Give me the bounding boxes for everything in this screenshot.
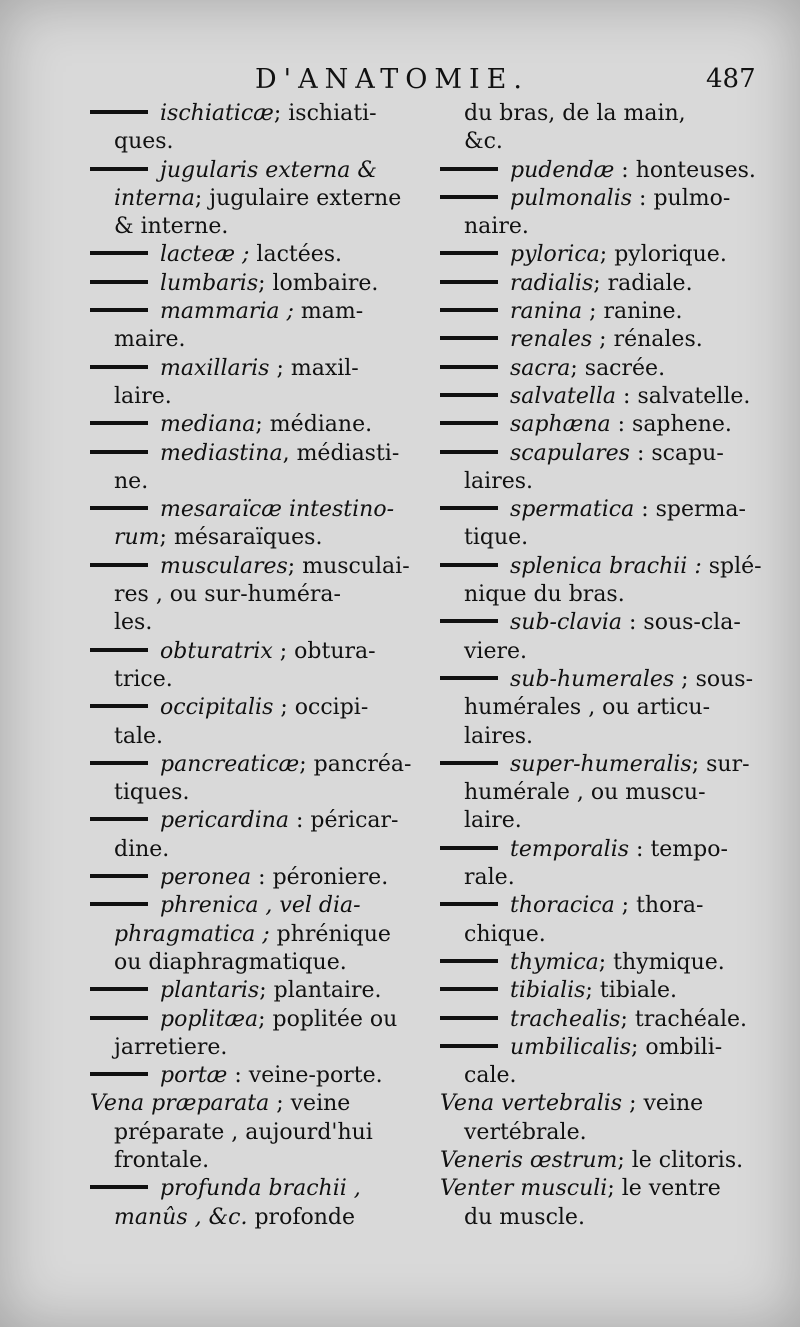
entry-line — [90, 638, 440, 666]
entry-line — [440, 496, 790, 524]
entry-line — [440, 581, 790, 609]
french-text: jarretiere. — [114, 1034, 228, 1060]
entry-line — [440, 411, 790, 439]
ditto-dash — [440, 761, 498, 765]
latin-term: Venter musculi — [440, 1176, 608, 1202]
ditto-dash — [440, 959, 498, 963]
french-text: : sperma- — [634, 497, 746, 523]
entry-line — [440, 836, 790, 864]
ditto-dash — [440, 251, 498, 255]
ditto-dash — [90, 874, 148, 878]
latin-term: peronea — [160, 865, 252, 891]
ditto-dash — [90, 563, 148, 567]
latin-term: sub-humerales — [510, 666, 675, 692]
french-text: res , ou sur-huméra- — [114, 582, 341, 608]
french-text: ; occipi- — [273, 695, 369, 721]
page-header — [0, 62, 800, 102]
french-text: ; tibiale. — [585, 978, 678, 1004]
page-number: 487 — [706, 64, 756, 94]
french-text: ; mésaraïques. — [159, 525, 323, 551]
french-text: vertébrale. — [464, 1119, 587, 1145]
latin-term: Vena vertebralis — [440, 1091, 623, 1117]
entry-line — [440, 694, 790, 722]
entry-line — [90, 807, 440, 835]
entry-line — [440, 723, 790, 751]
entry-line — [440, 553, 790, 581]
french-text: tique. — [464, 525, 529, 551]
french-text: ; pylorique. — [599, 242, 727, 268]
latin-term: poplitæa — [160, 1006, 259, 1032]
latin-term: musculares — [160, 553, 288, 579]
entry-line — [440, 355, 790, 383]
entry-line — [90, 524, 440, 552]
french-text: trice. — [114, 666, 173, 692]
ditto-dash — [90, 817, 148, 821]
french-text: ; radiale. — [593, 270, 693, 296]
entry-line — [90, 751, 440, 779]
ditto-dash — [440, 987, 498, 991]
entry-line — [440, 157, 790, 185]
french-text: laire. — [114, 383, 172, 409]
entry-line — [90, 1006, 440, 1034]
french-text: phrénique — [269, 921, 391, 947]
latin-term: Veneris œstrum — [440, 1147, 618, 1173]
ditto-dash — [440, 846, 498, 850]
latin-term: sacra — [510, 355, 571, 381]
latin-term: interna — [114, 185, 195, 211]
entry-line — [440, 213, 790, 241]
latin-term: mediastina — [160, 440, 283, 466]
entry-line — [90, 1204, 440, 1232]
latin-term: scapulares — [510, 440, 630, 466]
french-text: maire. — [114, 327, 186, 353]
latin-term: mediana — [160, 412, 256, 438]
entry-line — [440, 892, 790, 920]
french-text: viere. — [464, 638, 528, 664]
entry-line — [440, 921, 790, 949]
french-text: humérale , ou muscu- — [464, 780, 706, 806]
entry-line — [440, 524, 790, 552]
entry-line — [90, 694, 440, 722]
french-text: ; sacrée. — [570, 355, 666, 381]
french-text: : salvatelle. — [616, 383, 751, 409]
entry-line — [440, 609, 790, 637]
entry-line — [90, 864, 440, 892]
french-text: ; sur- — [691, 751, 750, 777]
entry-line — [90, 213, 440, 241]
entry-line — [440, 864, 790, 892]
entry-line — [440, 468, 790, 496]
ditto-dash — [90, 421, 148, 425]
french-text: : sous-cla- — [622, 610, 741, 636]
french-text: &c. — [464, 129, 503, 155]
french-text: les. — [114, 610, 153, 636]
entry-line — [440, 751, 790, 779]
entry-line — [90, 723, 440, 751]
french-text: ; obtura- — [272, 638, 376, 664]
entry-line — [440, 440, 790, 468]
french-text: : pulmo- — [632, 185, 731, 211]
french-text: tale. — [114, 723, 164, 749]
ditto-dash — [90, 167, 148, 171]
entry-line — [90, 326, 440, 354]
latin-term: pancreaticæ — [160, 751, 300, 777]
french-text: , médiasti- — [282, 440, 400, 466]
entry-line — [90, 241, 440, 269]
french-text: ; musculai- — [287, 553, 410, 579]
french-text: ; médiane. — [255, 412, 373, 438]
entry-line — [440, 977, 790, 1005]
entry-line — [440, 326, 790, 354]
latin-term: rum — [114, 525, 160, 551]
latin-term: phrenica , vel dia- — [160, 893, 361, 919]
entry-line — [440, 779, 790, 807]
running-title: D'ANATOMIE. — [255, 64, 529, 95]
entry-line — [90, 270, 440, 298]
entry-line — [440, 1034, 790, 1062]
latin-term: occipitalis — [160, 695, 274, 721]
ditto-dash — [440, 1016, 498, 1020]
french-text: naire. — [464, 214, 529, 240]
entry-line — [90, 1147, 440, 1175]
ditto-dash — [90, 110, 148, 114]
french-text: cale. — [464, 1063, 517, 1089]
ditto-dash — [440, 1044, 498, 1048]
entry-line — [440, 1147, 790, 1175]
entry-line — [90, 1090, 440, 1118]
latin-term: pudendæ — [510, 157, 615, 183]
entry-line — [440, 807, 790, 835]
french-text: ; ischiati- — [273, 101, 377, 126]
latin-term: splenica brachii : — [510, 553, 702, 579]
french-text: : tempo- — [629, 836, 728, 862]
entry-line — [440, 100, 790, 128]
entry-line — [90, 411, 440, 439]
ditto-dash — [90, 761, 148, 765]
ditto-dash — [440, 506, 498, 510]
entry-line — [90, 666, 440, 694]
latin-term: mesaraïcæ intestino- — [160, 497, 395, 523]
latin-term: manûs , &c. — [114, 1204, 248, 1230]
latin-term: maxillaris — [160, 355, 270, 381]
left-column — [90, 100, 440, 1232]
french-text: ; poplitée ou — [258, 1006, 398, 1032]
latin-term: plantaris — [160, 978, 260, 1004]
entry-line — [90, 1175, 440, 1203]
french-text: dine. — [114, 836, 170, 862]
ditto-dash — [90, 506, 148, 510]
ditto-dash — [90, 704, 148, 708]
french-text: du muscle. — [464, 1204, 585, 1230]
entry-line — [90, 468, 440, 496]
french-text: : péricar- — [289, 808, 399, 834]
entry-line — [90, 977, 440, 1005]
entry-line — [440, 1204, 790, 1232]
french-text: frontale. — [114, 1147, 210, 1173]
ditto-dash — [90, 1185, 148, 1189]
french-text: ; thora- — [614, 893, 704, 919]
entry-line — [90, 1119, 440, 1147]
latin-term: jugularis externa & — [160, 157, 377, 183]
ditto-dash — [90, 365, 148, 369]
entry-line — [90, 185, 440, 213]
latin-term: spermatica — [510, 497, 635, 523]
french-text: ; ranine. — [582, 299, 683, 325]
latin-term: Vena præparata — [90, 1091, 270, 1117]
latin-term: super-humeralis — [510, 751, 692, 777]
french-text: : veine-porte. — [227, 1063, 383, 1089]
ditto-dash — [90, 280, 148, 284]
entry-line — [440, 185, 790, 213]
french-text: ; veine — [622, 1091, 704, 1117]
entry-line — [90, 157, 440, 185]
french-text: splé- — [701, 553, 762, 579]
entry-line — [90, 128, 440, 156]
entry-line — [90, 440, 440, 468]
latin-term: lumbaris — [160, 270, 259, 296]
french-text: : péroniere. — [251, 865, 389, 891]
french-text: ; trachéale. — [620, 1006, 748, 1032]
french-text: ; sous- — [674, 666, 754, 692]
entry-line — [90, 836, 440, 864]
entry-line — [90, 1062, 440, 1090]
latin-term: radialis — [510, 270, 594, 296]
french-text: : honteuses. — [614, 157, 756, 183]
french-text: ; rénales. — [592, 327, 703, 353]
entry-line — [90, 892, 440, 920]
ditto-dash — [90, 648, 148, 652]
french-text: ; lombaire. — [258, 270, 379, 296]
ditto-dash — [90, 902, 148, 906]
latin-term: thoracica — [510, 893, 615, 919]
entry-line — [440, 383, 790, 411]
french-text: rale. — [464, 865, 515, 891]
entry-line — [440, 1119, 790, 1147]
entry-line — [90, 921, 440, 949]
french-text: : saphene. — [610, 412, 732, 438]
latin-term: tibialis — [510, 978, 586, 1004]
ditto-dash — [440, 195, 498, 199]
french-text: ; veine — [269, 1091, 351, 1117]
ditto-dash — [90, 251, 148, 255]
french-text: laires. — [464, 723, 534, 749]
latin-term: pylorica — [510, 242, 600, 268]
latin-term: ranina — [510, 299, 583, 325]
latin-term: temporalis — [510, 836, 630, 862]
latin-term: ischiaticæ — [160, 101, 274, 126]
entry-line — [440, 949, 790, 977]
entry-line — [90, 298, 440, 326]
latin-term: obturatrix — [160, 638, 273, 664]
french-text: tiques. — [114, 780, 190, 806]
french-text: lactées. — [249, 242, 343, 268]
ditto-dash — [440, 393, 498, 397]
latin-term: thymica — [510, 949, 599, 975]
french-text: & interne. — [114, 214, 229, 240]
entry-line — [440, 666, 790, 694]
entry-line — [440, 270, 790, 298]
entry-line — [90, 949, 440, 977]
latin-term: umbilicalis — [510, 1034, 632, 1060]
ditto-dash — [440, 308, 498, 312]
latin-term: pulmonalis — [510, 185, 633, 211]
entry-line — [90, 779, 440, 807]
ditto-dash — [90, 987, 148, 991]
entry-line — [440, 241, 790, 269]
ditto-dash — [90, 1016, 148, 1020]
right-column — [440, 100, 790, 1232]
entry-line — [90, 1034, 440, 1062]
latin-term: mammaria ; — [160, 299, 294, 325]
french-text: ; le ventre — [607, 1176, 721, 1202]
french-text: mam- — [293, 299, 364, 325]
ditto-dash — [90, 1072, 148, 1076]
entry-line — [440, 298, 790, 326]
ditto-dash — [90, 308, 148, 312]
french-text: ; plantaire. — [259, 978, 382, 1004]
entry-line — [440, 1062, 790, 1090]
ditto-dash — [440, 421, 498, 425]
french-text: chique. — [464, 921, 546, 947]
entry-line — [440, 128, 790, 156]
ditto-dash — [440, 450, 498, 454]
entry-line — [90, 355, 440, 383]
latin-term: sub-clavia — [510, 610, 623, 636]
entry-line — [440, 638, 790, 666]
ditto-dash — [440, 676, 498, 680]
latin-term: trachealis — [510, 1006, 621, 1032]
french-text: ques. — [114, 129, 174, 155]
ditto-dash — [440, 365, 498, 369]
latin-term: pericardina — [160, 808, 290, 834]
french-text: préparate , aujourd'hui — [114, 1119, 373, 1145]
entry-line — [90, 553, 440, 581]
french-text: nique du bras. — [464, 582, 625, 608]
entry-line — [90, 100, 440, 128]
ditto-dash — [440, 563, 498, 567]
entry-line — [90, 496, 440, 524]
ditto-dash — [440, 280, 498, 284]
french-text: ne. — [114, 468, 149, 494]
ditto-dash — [90, 450, 148, 454]
ditto-dash — [440, 902, 498, 906]
french-text: ; ombili- — [631, 1034, 723, 1060]
french-text: laire. — [464, 808, 522, 834]
french-text: du bras, de la main, — [464, 101, 686, 126]
french-text: humérales , ou articu- — [464, 695, 711, 721]
latin-term: phragmatica ; — [114, 921, 270, 947]
latin-term: salvatella — [510, 383, 617, 409]
ditto-dash — [440, 619, 498, 623]
latin-term: saphæna — [510, 412, 611, 438]
entry-line — [440, 1175, 790, 1203]
latin-term: portæ — [160, 1063, 228, 1089]
entry-line — [90, 383, 440, 411]
entry-line — [90, 581, 440, 609]
latin-term: renales — [510, 327, 593, 353]
latin-term: profunda brachii , — [160, 1176, 361, 1202]
french-text: ; pancréa- — [299, 751, 412, 777]
entry-line — [440, 1006, 790, 1034]
french-text: ; jugulaire externe — [194, 185, 402, 211]
entry-line — [440, 1090, 790, 1118]
french-text: ; le clitoris. — [617, 1147, 744, 1173]
french-text: profonde — [247, 1204, 355, 1230]
french-text: : scapu- — [629, 440, 724, 466]
entry-line — [90, 609, 440, 637]
ditto-dash — [440, 167, 498, 171]
french-text: ou diaphragmatique. — [114, 949, 347, 975]
french-text: ; thymique. — [598, 949, 725, 975]
ditto-dash — [440, 336, 498, 340]
latin-term: lacteæ ; — [160, 242, 250, 268]
french-text: ; maxil- — [269, 355, 359, 381]
french-text: laires. — [464, 468, 534, 494]
